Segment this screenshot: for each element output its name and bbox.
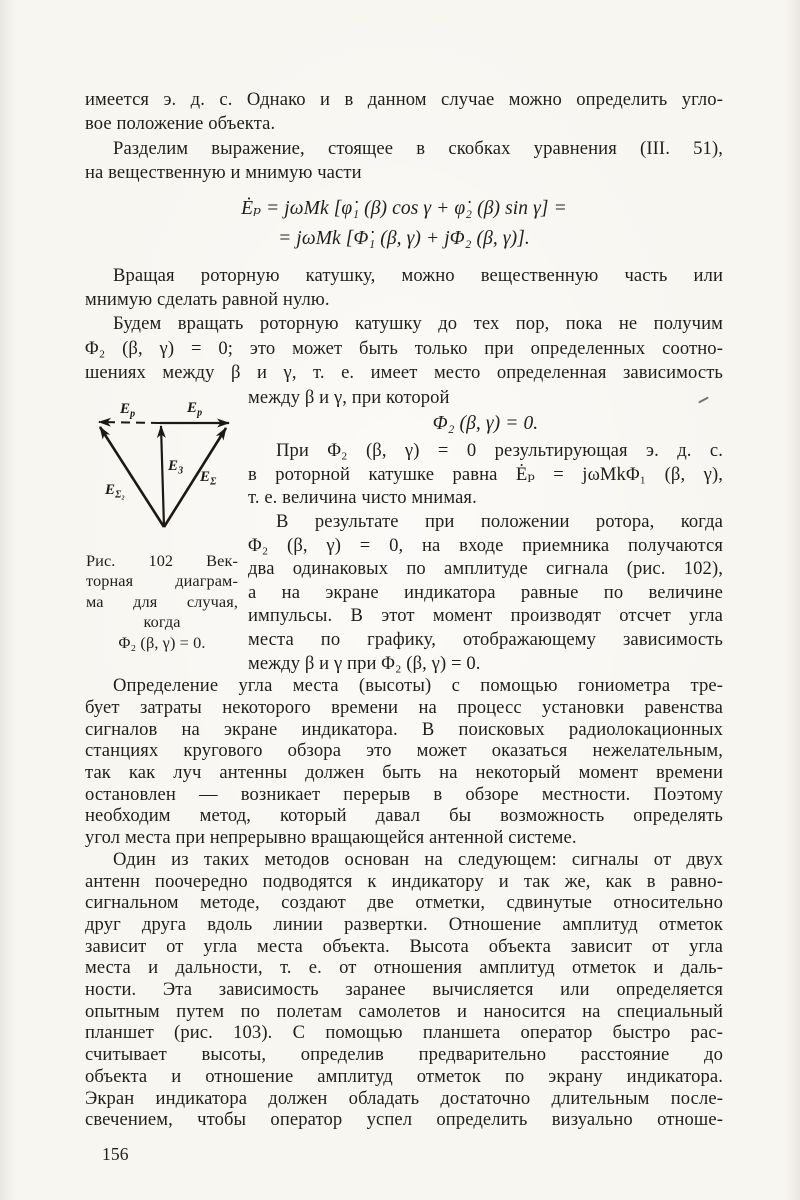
text-line: на вещественную и мнимую части bbox=[85, 162, 362, 184]
text-line: сигнальном методе, создают две отметки, сдвинутые относительно bbox=[85, 892, 723, 914]
text-line: В результате при положении ротора, когда bbox=[276, 511, 723, 533]
text-line: опытным путем по полетам самолетов и наносится на специальный bbox=[85, 1000, 723, 1022]
paragraph bbox=[85, 264, 723, 313]
text-line: а на экране индикатора равные по величине bbox=[248, 581, 723, 603]
vector-label-ep-left: $E_p$ bbox=[120, 400, 136, 420]
text-line: остановлен — возникает перерыв в обзоре местности. Поэтому bbox=[85, 783, 723, 805]
vector-esigma-line bbox=[164, 428, 226, 527]
caption-line: ма для случая, bbox=[86, 591, 238, 611]
caption-line: торная диаграм- bbox=[86, 571, 238, 591]
vector-diagram bbox=[87, 396, 239, 538]
caption-line: Φ₂ (β, γ) = 0. bbox=[118, 633, 206, 653]
text-line: места по графику, отображающему зависимость bbox=[248, 629, 723, 650]
figure-caption bbox=[86, 551, 238, 654]
equation-display bbox=[85, 194, 723, 254]
text-line: антенн поочередно подводятся к индикатору и так же, как в равно- bbox=[85, 870, 723, 892]
text-line: два одинаковых по амплитуде сигнала (рис. 102), bbox=[248, 558, 723, 580]
text-line: в роторной катушке равна Ėₚ = jωMkΦ₁ (β, γ), bbox=[248, 463, 723, 485]
text-line: Определение угла места (высоты) с помощью гониометра тре- bbox=[113, 675, 723, 697]
paragraph bbox=[85, 137, 723, 186]
text-line: считывает высоты, определив предварительно расстояние до bbox=[85, 1044, 723, 1066]
text-line: станциях кругового обзора это может оказаться нежелательным, bbox=[85, 740, 723, 762]
text-line: свечением, чтобы оператор успел определить визуально отноше- bbox=[85, 1109, 723, 1131]
text-line: При Φ₂ (β, γ) = 0 результирующая э. д. с. bbox=[276, 440, 723, 462]
text-line: планшет (рис. 103). С помощью планшета оператор быстро рас- bbox=[85, 1022, 723, 1044]
paragraph bbox=[85, 675, 723, 849]
text-line: друг друга вдоль линии развертки. Отношение амплитуд отметок bbox=[85, 913, 723, 935]
text-line: Один из таких методов основан на следующем: сигналы от двух bbox=[113, 848, 723, 870]
column-text bbox=[248, 386, 723, 676]
text-line: Будем вращать роторную катушку до тех пор, пока не получим bbox=[113, 313, 723, 335]
caption-line: когда bbox=[143, 612, 181, 632]
text-block bbox=[85, 88, 723, 1164]
text-line: объекта и отношение амплитуд отметок по экрану индикатора. bbox=[85, 1065, 723, 1087]
text-line: Φ₂ (β, γ) = 0; это может быть только при определенных соотно- bbox=[85, 337, 723, 359]
vector-label-ep-right: $E_p$ bbox=[187, 399, 203, 419]
paragraph bbox=[85, 88, 723, 137]
figure-102 bbox=[85, 386, 248, 654]
vector-ep-dashed-line bbox=[99, 422, 160, 423]
equation-line: = jωMk [Φ̇₁ (β, γ) + jΦ₂ (β, γ)]. bbox=[278, 227, 530, 249]
text-line: угол места при непрерывно вращающейся антенной системе. bbox=[85, 827, 577, 849]
equation-line: Ėₚ = jωMk [φ̇₁ (β) cos γ + φ̇₂ (β) sin γ] = bbox=[241, 197, 567, 219]
text-line: Φ₂ (β, γ) = 0, на входе приемника получаются bbox=[248, 534, 723, 556]
text-line: Экран индикатора должен обладать достаточно длительным после- bbox=[85, 1087, 723, 1109]
vector-label-esigma: $E_\Sigma$ bbox=[200, 468, 217, 488]
page-number: 156 bbox=[102, 1143, 129, 1164]
text-line: вое положение объекта. bbox=[85, 113, 276, 135]
text-line: необходим метод, который давал бы возможность определять bbox=[85, 805, 723, 827]
text-line: так как луч антенны должен быть на некоторый момент времени bbox=[85, 762, 723, 783]
vector-e3-line bbox=[161, 426, 164, 527]
text-line: ности. Эта зависимость заранее вычисляется или определяется bbox=[85, 979, 723, 1001]
vector-esigma2-line bbox=[100, 427, 164, 527]
text-line: мнимую сделать равной нулю. bbox=[85, 289, 330, 311]
text-line: Разделим выражение, стоящее в скобках уравнения (III. 51), bbox=[113, 137, 723, 159]
paragraph bbox=[85, 312, 723, 385]
text-line: места и дальности, т. е. от отношения амплитуд отметок и даль- bbox=[85, 957, 723, 979]
figure-text-columns bbox=[85, 386, 723, 676]
text-line: бует затраты некоторого времени на процесс установки равенства bbox=[85, 696, 723, 718]
text-line: зависит от угла места объекта. Высота объекта зависит от угла bbox=[85, 935, 723, 957]
text-line: между β и γ при Φ₂ (β, γ) = 0. bbox=[248, 652, 481, 674]
text-line: т. е. величина чисто мнимая. bbox=[248, 487, 477, 509]
text-line: имеется э. д. с. Однако и в данном случае можно определить угло- bbox=[85, 89, 723, 110]
equation-display: Φ₂ (β, γ) = 0. bbox=[432, 413, 539, 435]
text-line: сигналов на экране индикатора. В поисковых радиолокационных bbox=[85, 718, 723, 740]
caption-line: Рис. 102 Век- bbox=[86, 550, 238, 570]
vector-label-esigma2: $E_{\Sigma_2}$ bbox=[105, 481, 125, 501]
text-line: Вращая роторную катушку, можно вещественную часть или bbox=[113, 264, 723, 286]
text-line: импульсы. В этот момент производят отсчет угла bbox=[248, 605, 723, 627]
text-line: шениях между β и γ, т. е. имеет место определенная зависимость bbox=[85, 362, 723, 384]
paragraph bbox=[85, 849, 723, 1131]
text-line: между β и γ, при которой bbox=[248, 386, 450, 408]
vector-label-e3: $E_3$ bbox=[168, 457, 184, 477]
